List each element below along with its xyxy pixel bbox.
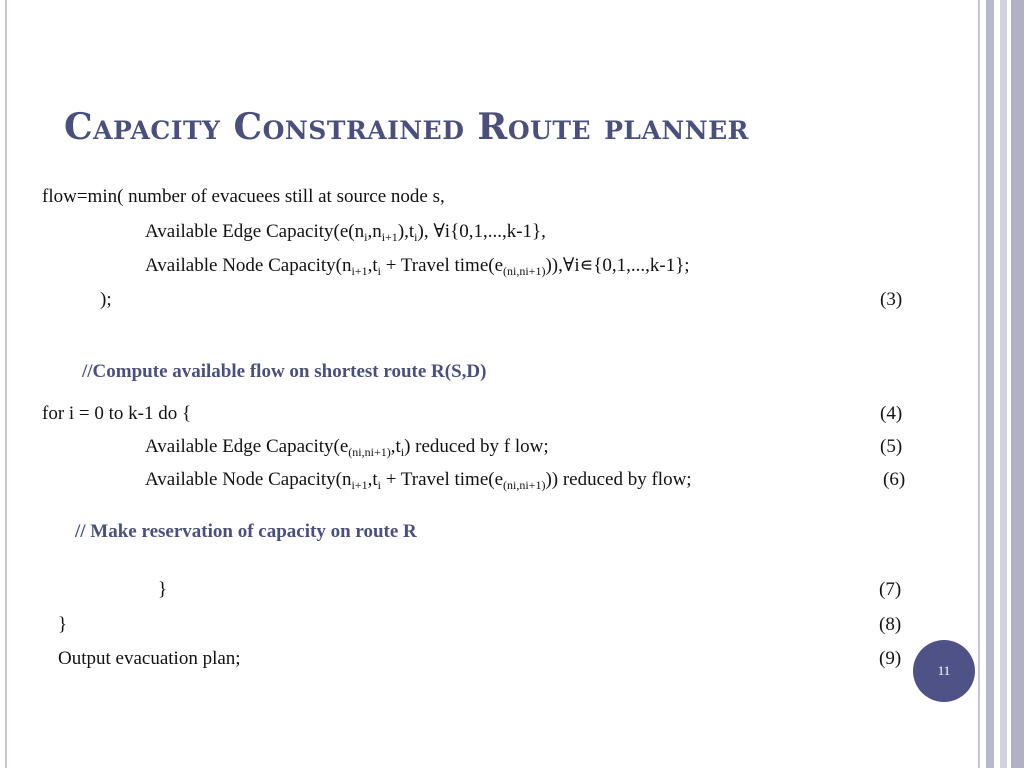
subscript: (ni,ni+1) xyxy=(348,445,391,459)
code-text: Available Edge Capacity(e(n xyxy=(145,221,365,242)
equation-number: (8) xyxy=(879,614,902,635)
code-text: Available Edge Capacity(e xyxy=(145,436,349,457)
code-comment-reservation: // Make reservation of capacity on route R xyxy=(75,521,417,542)
slide-number-badge xyxy=(913,640,975,702)
code-text: Available Node Capacity(n xyxy=(145,255,352,276)
equation-number: (9) xyxy=(879,648,902,669)
subscript: i xyxy=(414,230,418,244)
code-line-node-capacity xyxy=(145,255,690,278)
subscript: i xyxy=(377,264,381,278)
code-text: } xyxy=(58,614,68,635)
code-line-output-plan xyxy=(58,649,241,668)
code-text: )) reduced by flow; xyxy=(545,469,692,490)
code-text: ),t xyxy=(397,221,415,242)
code-text: ,t xyxy=(367,469,378,490)
code-line-reduce-node xyxy=(145,469,692,492)
code-text: ), ∀i{0,1,...,k-1}, xyxy=(417,221,546,242)
code-text: for i = 0 to k-1 do { xyxy=(42,403,192,424)
subscript: (ni,ni+1) xyxy=(503,478,546,492)
code-line-edge-capacity xyxy=(145,221,546,244)
decorative-stripe xyxy=(1000,0,1007,768)
code-text: Output evacuation plan; xyxy=(58,648,241,669)
code-text: Available Node Capacity(n xyxy=(145,469,352,490)
code-text: } xyxy=(158,579,168,600)
code-line-close-paren xyxy=(100,290,112,309)
code-text: ,t xyxy=(367,255,378,276)
equation-number: (4) xyxy=(880,403,903,424)
decorative-stripe xyxy=(978,0,980,768)
subscript: i+1 xyxy=(381,230,398,244)
code-text: )),∀i∊{0,1,...,k-1}; xyxy=(545,255,690,276)
equation-number: (7) xyxy=(879,579,902,600)
decorative-stripe xyxy=(1011,0,1024,768)
code-line-reduce-edge xyxy=(145,436,549,459)
left-border-rule xyxy=(5,0,7,768)
code-text: ,t xyxy=(390,436,401,457)
code-text: + Travel time(e xyxy=(380,255,504,276)
code-text: ,n xyxy=(367,221,382,242)
subscript: (ni,ni+1) xyxy=(503,264,546,278)
code-text: ); xyxy=(100,289,112,310)
slide-title: Capacity Constrained Route planner xyxy=(64,106,749,148)
code-text: flow=min( number of evacuees still at source node s, xyxy=(42,186,445,207)
equation-number: (3) xyxy=(880,289,903,310)
subscript: i+1 xyxy=(351,264,368,278)
slide-number: 11 xyxy=(937,663,951,678)
subscript: i+1 xyxy=(351,478,368,492)
code-line-close-brace xyxy=(158,580,167,599)
equation-number: (5) xyxy=(880,436,903,457)
subscript: i xyxy=(377,478,381,492)
equation-number: (6) xyxy=(883,469,906,490)
code-line-close-brace-outer xyxy=(58,615,67,634)
code-line-flow-min xyxy=(42,187,445,206)
code-text: + Travel time(e xyxy=(380,469,504,490)
decorative-stripe xyxy=(986,0,994,768)
subscript: i xyxy=(364,230,368,244)
subscript: i xyxy=(400,445,405,459)
code-comment-compute-flow: //Compute available flow on shortest route R(S,D) xyxy=(82,361,487,382)
code-text: ) reduced by f low; xyxy=(404,436,549,457)
code-line-for-loop xyxy=(42,404,191,423)
